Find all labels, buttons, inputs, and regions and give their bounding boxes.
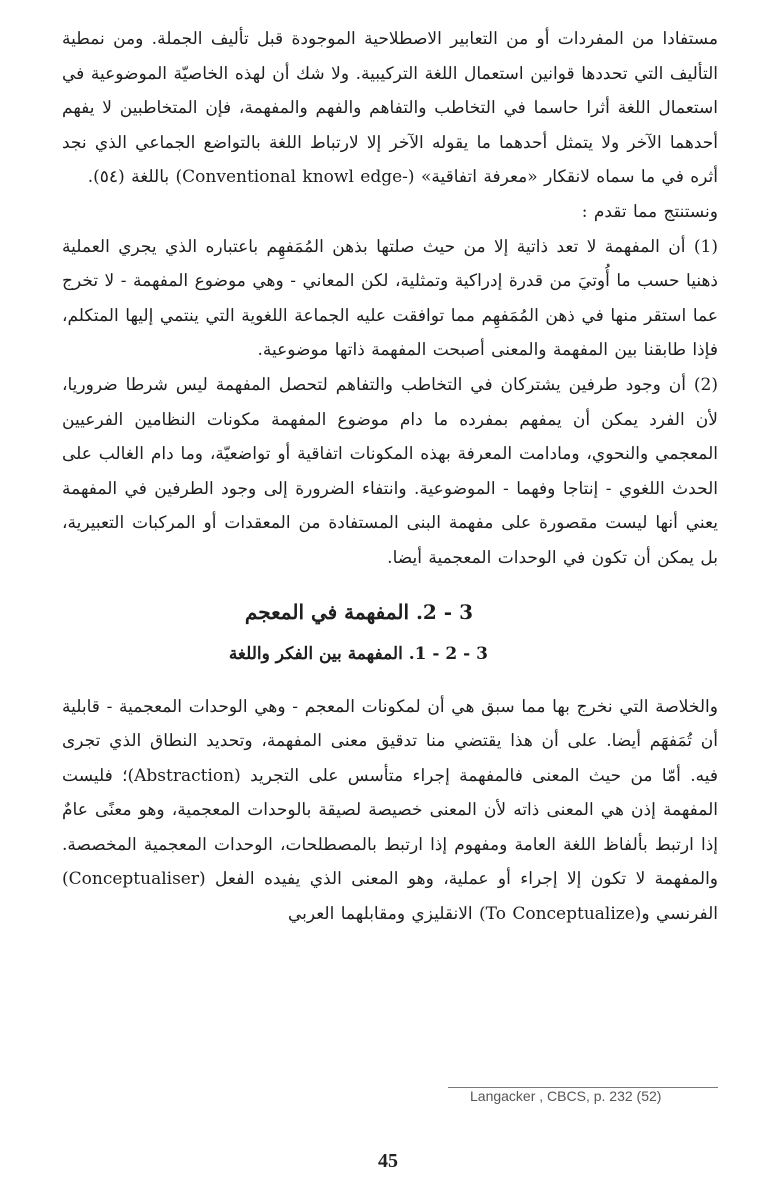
page-body <box>62 22 718 932</box>
footnote: Langacker , CBCS, p. 232 (52) <box>470 1088 662 1104</box>
page-number: 45 <box>378 1150 398 1172</box>
subsection-heading: 3 - 2 - 1. المفهمة بين الفكر واللغة <box>228 643 488 664</box>
paragraph-1: مستفادا من المفردات أو من التعابير الاصطلاحية الموجودة قبل تأليف الجملة. ومن نمطية التأليف التي تحددها قوانين استعمال اللغة التركيبية. ولا شك أن لهذه الخاصيّة الموضوعية في استعمال اللغة أثرا حاسما في التخاطب والتفاهم والفهم والمفهمة، فإن المتخاطبين لا يفهم أحدهما الآخر ولا يتمثل أحدهما ما يقوله الآخر إلا لارتباط اللغة بالتواضع الجماعي الذي نجد أثره في ما سماه لانقكار «معرفة اتفاقية» (-Conventional knowl edge) باللغة (٥٤). <box>62 29 718 188</box>
paragraph-3: (1) أن المفهمة لا تعد ذاتية إلا من حيث صلتها بذهن المُمَفهِم باعتباره الذي يجري العملية ذهنيا حسب ما أُوتيَ من قدرة إدراكية وتمثلية، لكن المعاني - وهي موضوع المفهمة - لا تخرج عما استقر منها في ذهن المُمَفهِم مما توافقت عليه الجماعة اللغوية التي ينتمي إليها المتكلم، فإذا طابقنا بين المفهمة والمعنى أصبحت المفهمة ذاتها موضوعية. <box>62 236 718 361</box>
paragraph-4: (2) أن وجود طرفين يشتركان في التخاطب والتفاهم لتحصل المفهمة ليس شرطا ضروريا، لأن الفرد يمكن أن يمفهم بمفرده ما دام موضوع المفهمة مكونات النظامين الفرعيين المعجمي والنحوي، ومادامت المعرفة بهذه المكونات اتفاقية أو تواضعيّة، وما دام الغالب على الحدث اللغوي - إنتاجا وفهما - الموضوعية. وانتفاء الضرورة إلى وجود الطرفين في المفهمة يعني أنها ليست مقصورة على مفهمة البنى المستفادة من المعقدات أو المركبات التعبيرية، بل يمكن أن تكون في الوحدات المعجمية أيضا. <box>62 374 718 568</box>
paragraph-5: والخلاصة التي نخرج بها مما سبق هي أن لمكونات المعجم - وهي الوحدات المعجمية - قابلية أن تُمَفهَم أيضا. على أن هذا يقتضي منا تدقيق معنى المفهمة، وتحديد النطاق الذي تجرى فيه. أمّا من حيث المعنى فالمفهمة إجراء متأسس على التجريد (Abstraction)؛ فليست المفهمة إذن هي المعنى ذاته لأن المعنى خصيصة لصيقة بالوحدات المعجمية، وهو معنًى عامٌ إذا ارتبط بألفاظ اللغة العامة ومفهوم إذا ارتبط بالمصطلحات، الوحدات المعجمية المخصصة. والمفهمة لا تكون إلا إجراء أو عملية، وهو المعنى الذي يفيده الفعل (Conceptualiser) الفرنسي و(To Conceptualize) الانقليزي ومقابلهما العربي <box>62 696 718 925</box>
paragraph-2: ونستنتج مما تقدم : <box>581 201 718 222</box>
section-heading: 3 - 2. المفهمة في المعجم <box>244 599 473 624</box>
